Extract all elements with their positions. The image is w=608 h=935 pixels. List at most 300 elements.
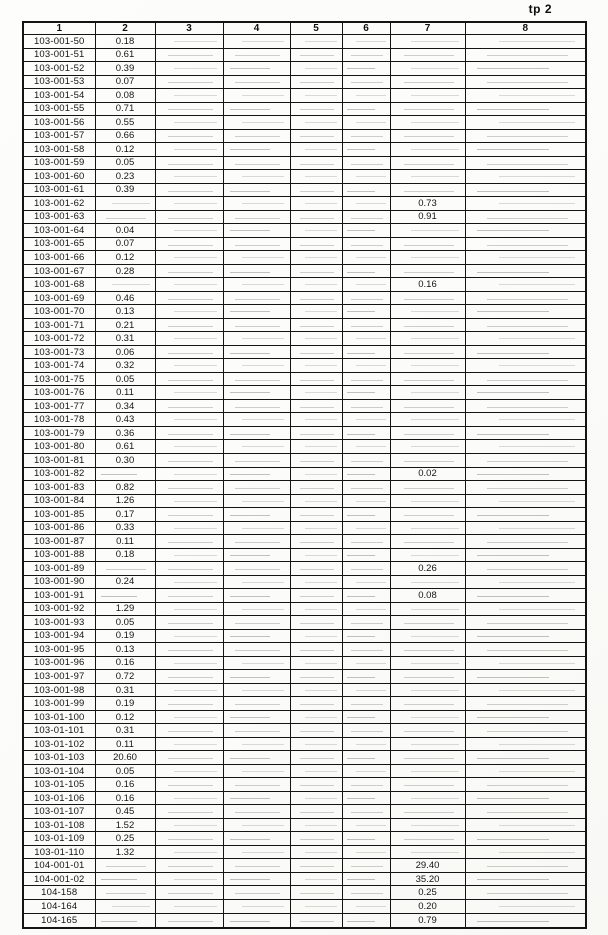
empty-cell <box>223 359 290 373</box>
empty-cell <box>223 291 290 305</box>
empty-cell <box>223 62 290 76</box>
table-row <box>23 156 586 170</box>
table-row <box>23 278 586 292</box>
empty-cell <box>465 291 586 305</box>
table-row <box>23 453 586 467</box>
empty-cell <box>290 386 342 400</box>
empty-cell <box>465 508 586 522</box>
empty-cell <box>465 386 586 400</box>
empty-cell <box>342 48 390 62</box>
table-row <box>23 102 586 116</box>
col7-value-cell <box>390 440 465 454</box>
empty-cell <box>465 318 586 332</box>
empty-cell <box>290 616 342 630</box>
empty-cell <box>290 724 342 738</box>
empty-cell <box>465 683 586 697</box>
empty-cell <box>342 724 390 738</box>
empty-cell <box>342 251 390 265</box>
table-row <box>23 508 586 522</box>
empty-cell <box>223 156 290 170</box>
col7-value-cell: 35.20 <box>390 872 465 886</box>
empty-cell <box>290 291 342 305</box>
empty-cell <box>342 305 390 319</box>
empty-cell <box>342 589 390 603</box>
empty-cell <box>155 521 223 535</box>
row-id-cell: 104-164 <box>23 900 95 914</box>
table-row <box>23 183 586 197</box>
col2-value-cell: 0.36 <box>95 426 155 440</box>
col7-value-cell <box>390 224 465 238</box>
empty-cell <box>342 318 390 332</box>
col2-value-cell: 1.52 <box>95 818 155 832</box>
empty-cell <box>223 224 290 238</box>
empty-cell <box>223 521 290 535</box>
empty-cell <box>290 913 342 928</box>
col7-value-cell <box>390 170 465 184</box>
empty-cell <box>155 575 223 589</box>
empty-cell <box>465 764 586 778</box>
empty-cell <box>223 305 290 319</box>
row-id-cell: 104-158 <box>23 886 95 900</box>
empty-cell <box>290 737 342 751</box>
empty-cell <box>342 359 390 373</box>
empty-cell <box>223 656 290 670</box>
empty-cell <box>342 818 390 832</box>
col7-value-cell <box>390 129 465 143</box>
empty-cell <box>155 372 223 386</box>
empty-cell <box>155 670 223 684</box>
empty-cell <box>155 143 223 157</box>
col2-value-cell: 0.66 <box>95 129 155 143</box>
table-row <box>23 616 586 630</box>
row-id-cell: 103-001-86 <box>23 521 95 535</box>
col2-value-cell: 0.43 <box>95 413 155 427</box>
row-id-cell: 103-01-109 <box>23 832 95 846</box>
table-row <box>23 886 586 900</box>
col2-value-cell: 0.16 <box>95 778 155 792</box>
table-row <box>23 210 586 224</box>
empty-cell <box>342 453 390 467</box>
table-row <box>23 900 586 914</box>
empty-cell <box>465 224 586 238</box>
empty-cell <box>290 629 342 643</box>
empty-cell <box>223 697 290 711</box>
col7-value-cell <box>390 426 465 440</box>
table-row <box>23 832 586 846</box>
col7-value-cell <box>390 481 465 495</box>
empty-cell <box>223 426 290 440</box>
empty-cell <box>290 589 342 603</box>
table-row <box>23 62 586 76</box>
empty-cell <box>290 237 342 251</box>
table-row <box>23 670 586 684</box>
empty-cell <box>155 332 223 346</box>
table-row <box>23 656 586 670</box>
col2-value-cell: 0.16 <box>95 656 155 670</box>
empty-cell <box>465 778 586 792</box>
col7-value-cell: 0.79 <box>390 913 465 928</box>
empty-cell <box>290 305 342 319</box>
empty-cell <box>223 494 290 508</box>
empty-cell <box>155 535 223 549</box>
empty-cell <box>223 616 290 630</box>
empty-cell <box>155 832 223 846</box>
empty-cell <box>290 399 342 413</box>
column-header: 4 <box>223 22 290 35</box>
empty-cell <box>223 264 290 278</box>
empty-cell <box>290 535 342 549</box>
empty-cell <box>223 197 290 211</box>
empty-cell <box>155 156 223 170</box>
col2-value-cell: 20.60 <box>95 751 155 765</box>
col2-value-cell: 0.12 <box>95 710 155 724</box>
row-id-cell: 103-001-84 <box>23 494 95 508</box>
empty-cell <box>342 494 390 508</box>
col2-value-cell: 0.16 <box>95 791 155 805</box>
row-id-cell: 103-001-99 <box>23 697 95 711</box>
empty-cell <box>223 48 290 62</box>
empty-cell <box>223 900 290 914</box>
col2-value-cell <box>95 859 155 873</box>
col2-value-cell: 0.61 <box>95 440 155 454</box>
row-id-cell: 103-001-90 <box>23 575 95 589</box>
col2-value-cell <box>95 872 155 886</box>
table-row <box>23 481 586 495</box>
empty-cell <box>155 683 223 697</box>
table-row <box>23 332 586 346</box>
empty-cell <box>223 859 290 873</box>
col2-value-cell: 0.34 <box>95 399 155 413</box>
col2-value-cell: 0.24 <box>95 575 155 589</box>
column-header: 3 <box>155 22 223 35</box>
empty-cell <box>465 575 586 589</box>
col2-value-cell: 0.05 <box>95 156 155 170</box>
col2-value-cell: 0.05 <box>95 764 155 778</box>
empty-cell <box>155 656 223 670</box>
col7-value-cell <box>390 724 465 738</box>
empty-cell <box>465 629 586 643</box>
col2-value-cell: 0.39 <box>95 62 155 76</box>
empty-cell <box>155 643 223 657</box>
table-row <box>23 305 586 319</box>
empty-cell <box>223 413 290 427</box>
col7-value-cell <box>390 805 465 819</box>
table-row <box>23 372 586 386</box>
empty-cell <box>342 102 390 116</box>
empty-cell <box>342 116 390 130</box>
row-id-cell: 103-001-89 <box>23 562 95 576</box>
empty-cell <box>155 386 223 400</box>
empty-cell <box>465 372 586 386</box>
empty-cell <box>342 535 390 549</box>
empty-cell <box>342 35 390 49</box>
col7-value-cell <box>390 643 465 657</box>
empty-cell <box>290 89 342 103</box>
col2-value-cell: 0.11 <box>95 386 155 400</box>
row-id-cell: 103-001-55 <box>23 102 95 116</box>
empty-cell <box>342 670 390 684</box>
empty-cell <box>342 710 390 724</box>
table-row <box>23 116 586 130</box>
empty-cell <box>223 764 290 778</box>
empty-cell <box>155 35 223 49</box>
table-row <box>23 359 586 373</box>
col2-value-cell <box>95 278 155 292</box>
table-row <box>23 629 586 643</box>
row-id-cell: 103-001-75 <box>23 372 95 386</box>
empty-cell <box>342 737 390 751</box>
empty-cell <box>290 643 342 657</box>
table-row <box>23 413 586 427</box>
empty-cell <box>290 818 342 832</box>
empty-cell <box>223 237 290 251</box>
empty-cell <box>342 629 390 643</box>
col2-value-cell: 0.31 <box>95 683 155 697</box>
empty-cell <box>223 183 290 197</box>
row-id-cell: 103-01-110 <box>23 845 95 859</box>
empty-cell <box>290 548 342 562</box>
row-id-cell: 103-001-68 <box>23 278 95 292</box>
col7-value-cell <box>390 737 465 751</box>
empty-cell <box>223 643 290 657</box>
empty-cell <box>223 629 290 643</box>
col2-value-cell: 1.26 <box>95 494 155 508</box>
empty-cell <box>290 521 342 535</box>
empty-cell <box>342 805 390 819</box>
empty-cell <box>223 102 290 116</box>
col2-value-cell: 0.05 <box>95 616 155 630</box>
table-row <box>23 467 586 481</box>
row-id-cell: 103-001-73 <box>23 345 95 359</box>
empty-cell <box>465 345 586 359</box>
empty-cell <box>465 183 586 197</box>
empty-cell <box>155 170 223 184</box>
col7-value-cell <box>390 116 465 130</box>
col2-value-cell: 0.55 <box>95 116 155 130</box>
empty-cell <box>155 886 223 900</box>
empty-cell <box>223 724 290 738</box>
empty-cell <box>465 670 586 684</box>
col7-value-cell: 0.02 <box>390 467 465 481</box>
data-table <box>22 21 587 929</box>
row-id-cell: 103-001-50 <box>23 35 95 49</box>
col2-value-cell: 0.30 <box>95 453 155 467</box>
empty-cell <box>223 386 290 400</box>
empty-cell <box>342 183 390 197</box>
empty-cell <box>342 237 390 251</box>
col2-value-cell: 0.45 <box>95 805 155 819</box>
table-row <box>23 386 586 400</box>
col7-value-cell <box>390 156 465 170</box>
row-id-cell: 103-01-102 <box>23 737 95 751</box>
table-row <box>23 143 586 157</box>
col7-value-cell <box>390 832 465 846</box>
table-row <box>23 764 586 778</box>
table-row <box>23 737 586 751</box>
col2-value-cell: 0.61 <box>95 48 155 62</box>
col2-value-cell <box>95 886 155 900</box>
empty-cell <box>223 481 290 495</box>
column-header: 7 <box>390 22 465 35</box>
empty-cell <box>290 508 342 522</box>
empty-cell <box>155 778 223 792</box>
empty-cell <box>290 494 342 508</box>
empty-cell <box>223 913 290 928</box>
col7-value-cell <box>390 413 465 427</box>
table-row <box>23 575 586 589</box>
empty-cell <box>465 35 586 49</box>
empty-cell <box>342 602 390 616</box>
col7-value-cell <box>390 386 465 400</box>
empty-cell <box>342 345 390 359</box>
row-id-cell: 104-001-02 <box>23 872 95 886</box>
col7-value-cell <box>390 48 465 62</box>
col2-value-cell: 0.71 <box>95 102 155 116</box>
empty-cell <box>290 278 342 292</box>
empty-cell <box>155 900 223 914</box>
empty-cell <box>342 278 390 292</box>
empty-cell <box>465 467 586 481</box>
col2-value-cell: 0.07 <box>95 75 155 89</box>
empty-cell <box>155 62 223 76</box>
table-row <box>23 589 586 603</box>
col2-value-cell: 0.08 <box>95 89 155 103</box>
empty-cell <box>465 305 586 319</box>
empty-cell <box>342 845 390 859</box>
col7-value-cell <box>390 372 465 386</box>
col7-value-cell <box>390 332 465 346</box>
col7-value-cell <box>390 62 465 76</box>
empty-cell <box>465 535 586 549</box>
empty-cell <box>223 143 290 157</box>
empty-cell <box>465 62 586 76</box>
empty-cell <box>223 737 290 751</box>
column-header: 5 <box>290 22 342 35</box>
col2-value-cell: 0.19 <box>95 629 155 643</box>
empty-cell <box>155 305 223 319</box>
empty-cell <box>155 237 223 251</box>
table-row <box>23 724 586 738</box>
table-row <box>23 872 586 886</box>
empty-cell <box>342 683 390 697</box>
empty-cell <box>342 886 390 900</box>
page-corner-label: tp 2 <box>528 2 552 16</box>
col7-value-cell: 0.08 <box>390 589 465 603</box>
col2-value-cell: 0.18 <box>95 548 155 562</box>
empty-cell <box>465 656 586 670</box>
col7-value-cell <box>390 845 465 859</box>
table-row <box>23 602 586 616</box>
col2-value-cell: 0.31 <box>95 724 155 738</box>
col2-value-cell: 0.11 <box>95 535 155 549</box>
row-id-cell: 103-01-105 <box>23 778 95 792</box>
empty-cell <box>342 872 390 886</box>
empty-cell <box>223 818 290 832</box>
empty-cell <box>465 332 586 346</box>
empty-cell <box>342 264 390 278</box>
table-row <box>23 197 586 211</box>
empty-cell <box>223 467 290 481</box>
empty-cell <box>155 399 223 413</box>
col7-value-cell: 0.26 <box>390 562 465 576</box>
empty-cell <box>290 197 342 211</box>
table-row <box>23 75 586 89</box>
empty-cell <box>465 48 586 62</box>
table-row <box>23 170 586 184</box>
row-id-cell: 103-001-83 <box>23 481 95 495</box>
empty-cell <box>155 913 223 928</box>
col7-value-cell <box>390 183 465 197</box>
empty-cell <box>465 886 586 900</box>
col2-value-cell: 0.25 <box>95 832 155 846</box>
row-id-cell: 103-001-77 <box>23 399 95 413</box>
column-header: 1 <box>23 22 95 35</box>
empty-cell <box>155 845 223 859</box>
row-id-cell: 103-001-82 <box>23 467 95 481</box>
column-header: 8 <box>465 22 586 35</box>
col2-value-cell: 0.05 <box>95 372 155 386</box>
empty-cell <box>223 278 290 292</box>
empty-cell <box>223 508 290 522</box>
empty-cell <box>155 737 223 751</box>
col2-value-cell: 0.13 <box>95 643 155 657</box>
empty-cell <box>155 453 223 467</box>
row-id-cell: 104-001-01 <box>23 859 95 873</box>
empty-cell <box>465 481 586 495</box>
row-id-cell: 103-01-104 <box>23 764 95 778</box>
empty-cell <box>342 859 390 873</box>
col7-value-cell <box>390 670 465 684</box>
row-id-cell: 103-01-106 <box>23 791 95 805</box>
row-id-cell: 103-001-66 <box>23 251 95 265</box>
empty-cell <box>465 156 586 170</box>
table-row <box>23 494 586 508</box>
table-row <box>23 548 586 562</box>
col2-value-cell: 0.12 <box>95 143 155 157</box>
empty-cell <box>342 751 390 765</box>
empty-cell <box>290 224 342 238</box>
row-id-cell: 103-001-91 <box>23 589 95 603</box>
empty-cell <box>223 670 290 684</box>
empty-cell <box>465 616 586 630</box>
empty-cell <box>342 913 390 928</box>
row-id-cell: 103-001-64 <box>23 224 95 238</box>
empty-cell <box>290 778 342 792</box>
col7-value-cell <box>390 521 465 535</box>
table-row <box>23 35 586 49</box>
empty-cell <box>290 62 342 76</box>
table-row <box>23 440 586 454</box>
col2-value-cell: 1.29 <box>95 602 155 616</box>
empty-cell <box>465 643 586 657</box>
row-id-cell: 103-001-97 <box>23 670 95 684</box>
col7-value-cell <box>390 548 465 562</box>
col7-value-cell <box>390 508 465 522</box>
empty-cell <box>223 170 290 184</box>
col7-value-cell <box>390 494 465 508</box>
empty-cell <box>155 210 223 224</box>
table-row <box>23 237 586 251</box>
empty-cell <box>465 900 586 914</box>
col7-value-cell <box>390 656 465 670</box>
empty-cell <box>223 89 290 103</box>
row-id-cell: 103-01-107 <box>23 805 95 819</box>
row-id-cell: 103-01-100 <box>23 710 95 724</box>
empty-cell <box>155 508 223 522</box>
col7-value-cell <box>390 102 465 116</box>
row-id-cell: 103-001-95 <box>23 643 95 657</box>
table-row <box>23 264 586 278</box>
